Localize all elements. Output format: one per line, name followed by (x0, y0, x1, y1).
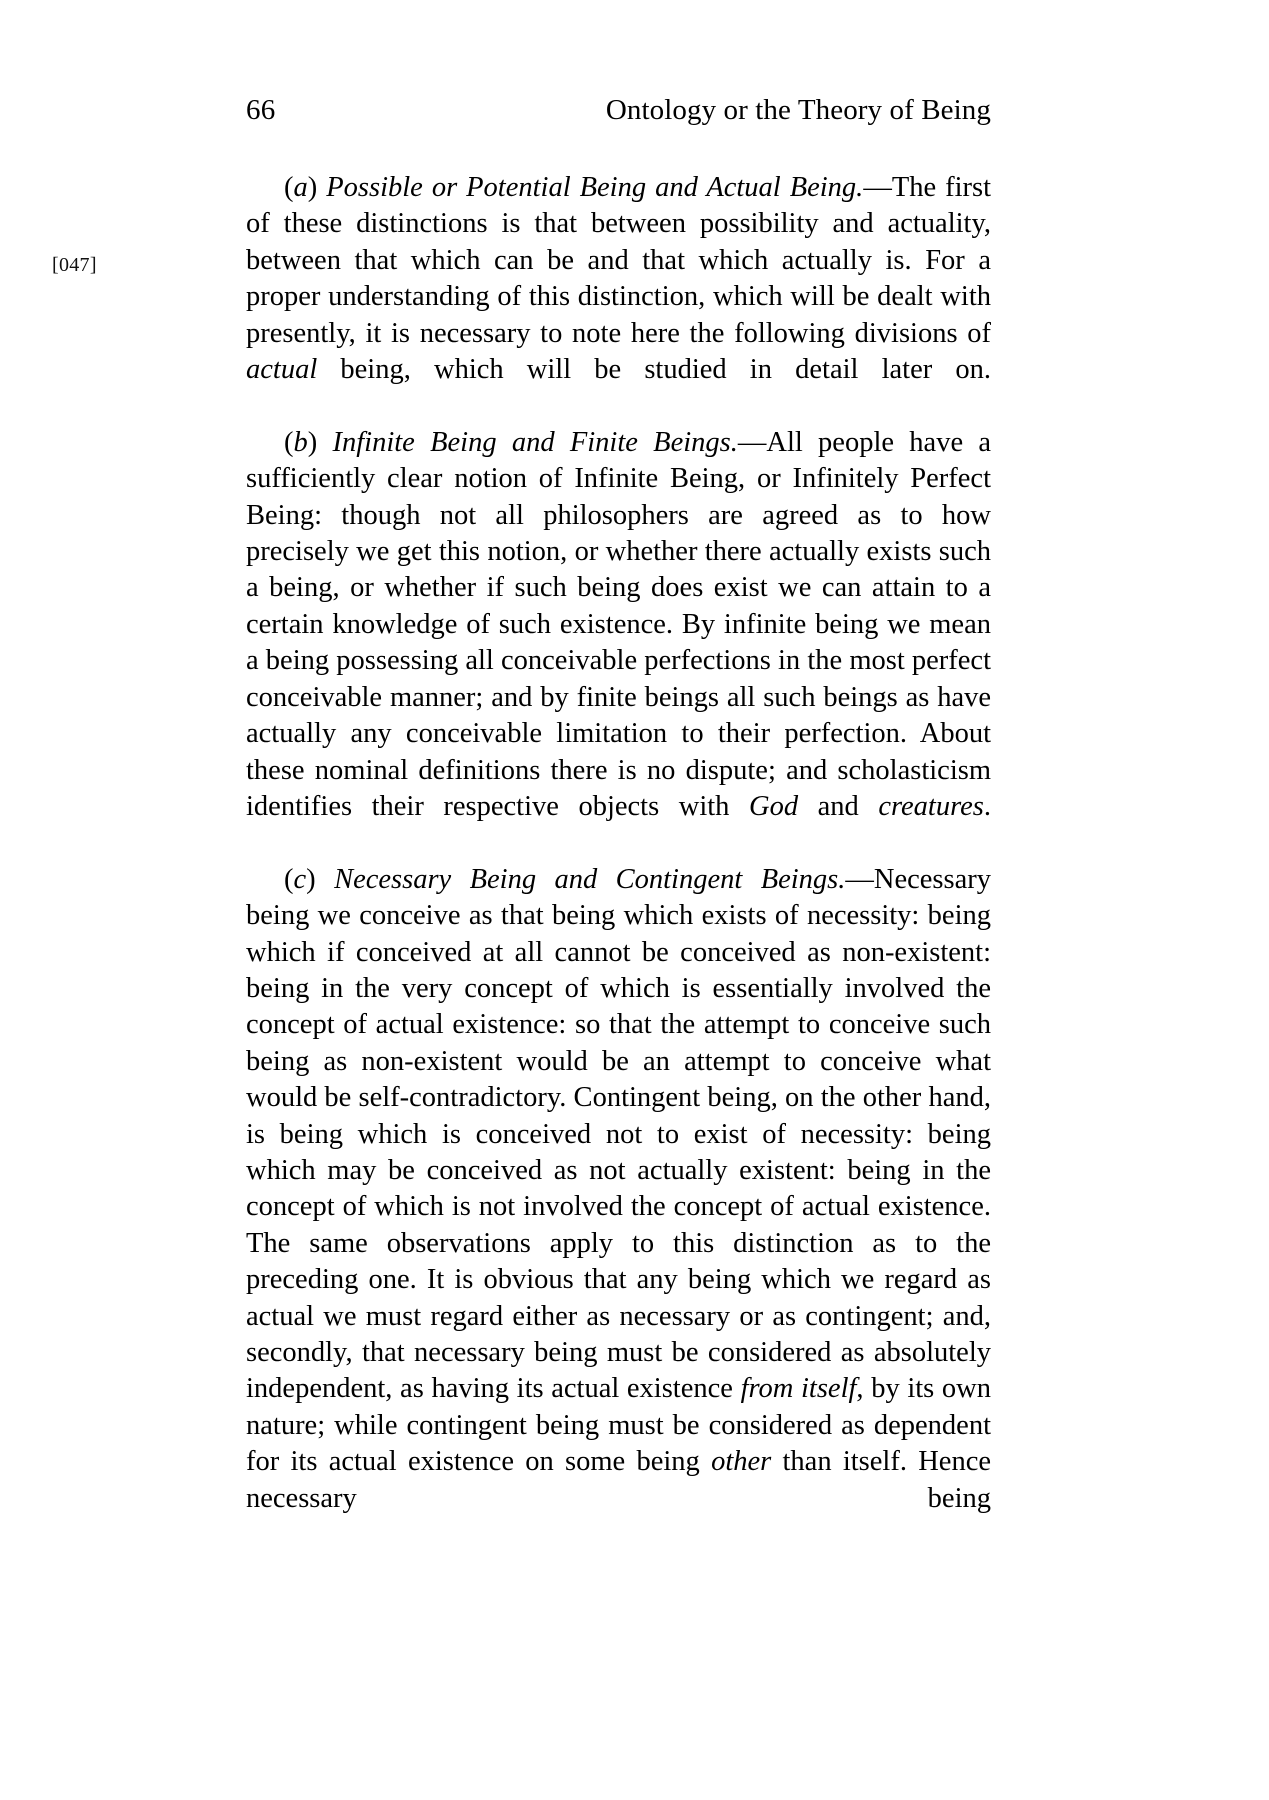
paragraph-b-text-3: . (983, 790, 991, 822)
paragraph-b-heading: Infinite Being and Finite Beings. (332, 426, 738, 458)
paragraph-c-paren-open: ( (284, 863, 294, 895)
paragraph-a-dash: — (863, 172, 892, 203)
page-number: 66 (246, 94, 276, 126)
paragraph-c-emphasis-2: other (711, 1446, 772, 1478)
paragraph-c (246, 862, 991, 1554)
paragraph-b-emphasis-1: God (748, 790, 799, 822)
paragraph-b-dash: — (737, 426, 767, 458)
paragraph-c-emphasis-1: from itself (740, 1373, 857, 1405)
paragraph-b-paren-close: ) (307, 426, 318, 458)
paragraph-a-label-letter: a (293, 172, 308, 203)
paragraph-a-paren-open: ( (284, 172, 294, 203)
running-head-title: Ontology or the Theory of Being (605, 94, 991, 126)
paragraph-c-text-2: , by its own nature; while contingent being must be considered as dependent for its actual existence on some being (246, 1373, 991, 1478)
body-text-block (246, 170, 991, 1553)
paragraph-c-label-letter: c (293, 863, 307, 895)
paragraph-b-label-letter: b (293, 426, 308, 458)
paragraph-b-text-2: and (798, 790, 879, 822)
paragraph-a-paren-close: ) (307, 172, 318, 203)
paragraph-b-text-1: All people have a sufficiently clear notion of Infinite Being, or Infinitely Perfect Being: though not all philosophers are agreed as to how precisely we get this notion, or whether there actually exists such a being, or whether if such being does exist we can attain to a certain knowledge of such existence. By infinite being we mean a being possessing all conceivable perfections in the most perfect conceivable manner; and by finite beings all such beings as have actually any conceivable limitation to their perfection. About these nominal definitions there is no dispute; and scholasticism identifies their respective objects with (246, 426, 992, 822)
paragraph-a-emphasis-1: actual (246, 354, 318, 386)
paragraph-c-heading: Necessary Being and Contingent Beings. (334, 863, 846, 895)
paragraph-a-heading: Possible or Potential Being and Actual Being. (326, 172, 864, 203)
paragraph-c-paren-close: ) (306, 863, 316, 895)
paragraph-b-emphasis-2: creatures (878, 790, 984, 822)
paragraph-b-paren-open: ( (284, 426, 294, 458)
paragraph-a (246, 170, 991, 425)
paragraph-b (246, 425, 991, 862)
paragraph-c-dash: — (845, 863, 874, 895)
paragraph-a-text-2: being, which will be studied in detail later on. (317, 354, 991, 386)
margin-reference-number: [047] (52, 254, 97, 276)
paragraph-c-text-1: Necessary being we conceive as that being which exists of necessity: being which if conceived at all cannot be conceived as non-existent: being in the very concept of which is essentially involved the concept of actual existence: so that the attempt to conceive such being as non-existent would be an attempt to conceive what would be self-contradictory. Contingent being, on the other hand, is being which is conceived not to exist of necessity: being which may be conceived as not actually existent: being in the concept of which is not involved the concept of actual existence. The same observations apply to this distinction as to the preceding one. It is obvious that any being which we regard as actual we must regard either as necessary or as contingent; and, secondly, that necessary being must be considered as absolutely independent, as having its actual existence (246, 863, 991, 1405)
running-header (246, 92, 991, 132)
paragraph-a-text-1: The first of these distinctions is that between possibility and actuality, between that which can be and that which actually is. For a proper understanding of this distinction, which will be dealt with presently, it is necessary to note here the following divisions of (246, 172, 992, 349)
paragraph-c-text-3: than itself. Hence necessary being (246, 1446, 991, 1514)
